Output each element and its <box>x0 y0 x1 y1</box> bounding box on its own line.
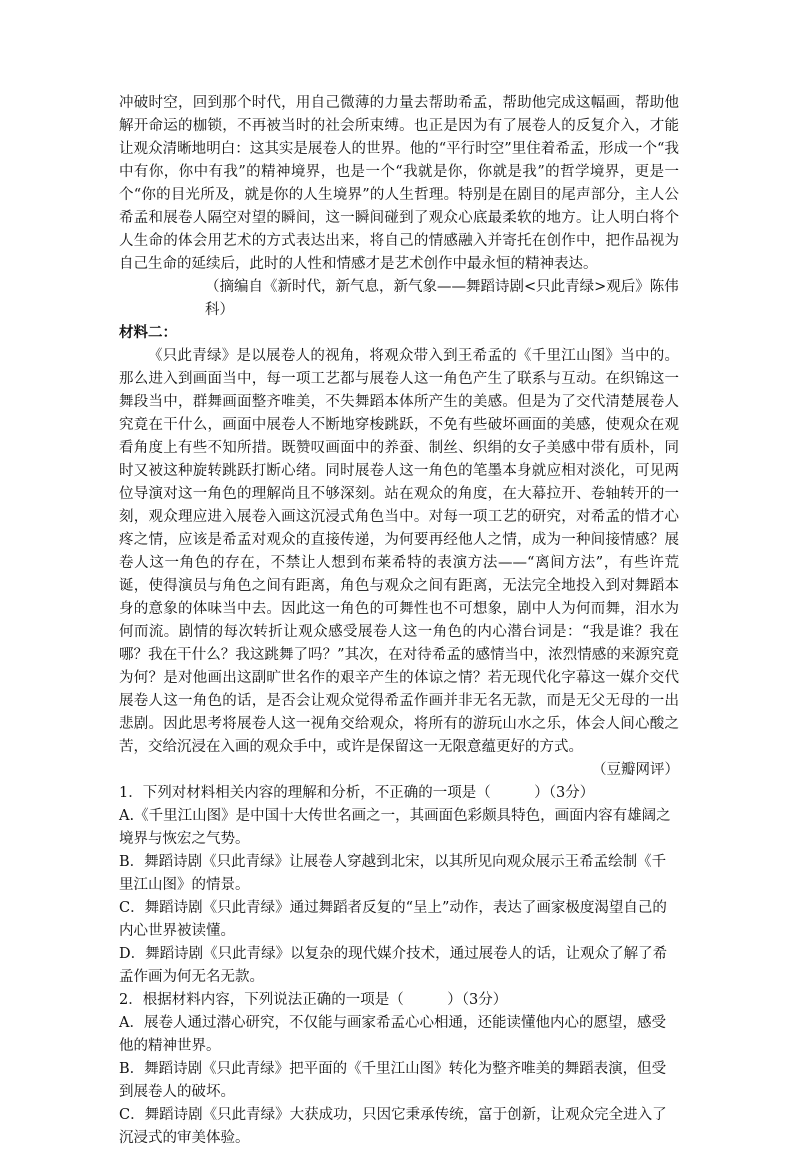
question-1-option-a: A.《千里江山图》是中国十大传世名画之一，其画面色彩颇具特色，画面内容有雄阔之境界与恢宏之气势。 <box>119 808 671 847</box>
exam-page <box>119 92 679 1150</box>
question-2-option-b: B．舞蹈诗剧《只此青绿》把平面的《千里江山图》转化为整齐唯美的舞蹈表演，但受到展卷人的破坏。 <box>119 1061 667 1100</box>
material-two-heading: 材料二： <box>119 325 177 341</box>
question-2-option-a: A．展卷人通过潜心研究，不仅能与画家希孟心心相通，还能读懂他内心的愿望，感受他的精神世界。 <box>119 1015 666 1054</box>
question-1-option-d: D．舞蹈诗剧《只此青绿》以复杂的现代媒介技术，通过展卷人的话，让观众了解了希孟作画为何无名无款。 <box>119 946 668 985</box>
material-one-tail-paragraph: 冲破时空，回到那个时代，用自己微薄的力量去帮助希孟，帮助他完成这幅画，帮助他解开命运的枷锁，不再被当时的社会所束缚。也正是因为有了展卷人的反复介入，才能让观众清晰地明白：这其实是展卷人的世界。他的“平行时空”里住着希孟，形成一个“我中有你，你中有我”的精神境界，也是一个“我就是你，你就是我”的哲学境界，更是一个“你的目光所及，就是你的人生境界”的人生哲理。特别是在剧目的尾声部分，主人公希孟和展卷人隔空对望的瞬间，这一瞬间碰到了观众心底最柔软的地方。让人明白将个人生命的体会用艺术的方式表达出来，将自己的情感融入并寄托在创作中，把作品视为自己生命的延续后，此时的人性和情感才是艺术创作中最永恒的精神表达。 <box>119 95 679 272</box>
question-1-option-c: C．舞蹈诗剧《只此青绿》通过舞蹈者反复的“呈上”动作，表达了画家极度渴望自己的内心世界被读懂。 <box>119 900 667 939</box>
question-1-stem: 1．下列对材料相关内容的理解和分析，不正确的一项是（ ）（3分） <box>119 785 595 801</box>
material-two-source: （豆瓣网评） <box>592 762 679 778</box>
question-2-option-c: C．舞蹈诗剧《只此青绿》大获成功，只因它秉承传统，富于创新，让观众完全进入了沉浸式的审美体验。 <box>119 1107 667 1146</box>
material-two-body: 《只此青绿》是以展卷人的视角，将观众带入到王希孟的《千里江山图》当中的。那么进入到画面当中，每一项工艺都与展卷人这一角色产生了联系与互动。在织锦这一舞段当中，群舞画面整齐唯美，不失舞蹈本体所产生的美感。但是为了交代清楚展卷人究竟在干什么，画面中展卷人不断地穿梭跳跃，不免有些破坏画面的美感，使观众在观看角度上有些不知所措。既赞叹画面中的养蚕、制丝、织绢的女子美感中带有质朴，同时又被这种旋转跳跃打断心绪。同时展卷人这一角色的笔墨本身就应相对淡化，可见两位导演对这一角色的理解尚且不够深刻。站在观众的角度，在大幕拉开、卷轴转开的一刻，观众理应进入展卷入画这沉浸式角色当中。对每一项工艺的研究，对希孟的惜才心疼之情，应该是希孟对观众的直接传递，为何要再经他人之情，成为一种间接情感？展卷人这一角色的存在，不禁让人想到布莱希特的表演方法——“离间方法”，有些许荒诞，使得演员与角色之间有距离，角色与观众之间有距离，无法完全地投入到对舞蹈本身的意象的体味当中去。因此这一角色的可舞性也不可想象，剧中人为何而舞，泪水为何而流。剧情的每次转折让观众感受展卷人这一角色的内心潜台词是：“我是谁？我在哪？我在干什么？我这跳舞了吗？”其次，在对待希孟的感情当中，浓烈情感的来源究竟为何？是对他画出这副旷世名作的艰辛产生的体谅之情？若无现代化字幕这一媒介交代展卷人这一角色的话，是否会让观众觉得希孟作画并非无名无款，而是无父无母的一出悲剧。因此思考将展卷人这一视角交给观众，将所有的游玩山水之乐，体会人间心酸之苦，交给沉浸在入画的观众手中，或许是保留这一无限意蕴更好的方式。 <box>119 348 679 755</box>
question-2-stem: 2．根据材料内容，下列说法正确的一项是（ ）（3分） <box>119 992 508 1008</box>
question-1-option-b: B．舞蹈诗剧《只此青绿》让展卷人穿越到北宋，以其所见向观众展示王希孟绘制《千里江山图》的情景。 <box>119 854 667 893</box>
material-one-source: （摘编自《新时代，新气息，新气象——舞蹈诗剧<只此青绿>观后》陈伟科） <box>205 279 679 318</box>
